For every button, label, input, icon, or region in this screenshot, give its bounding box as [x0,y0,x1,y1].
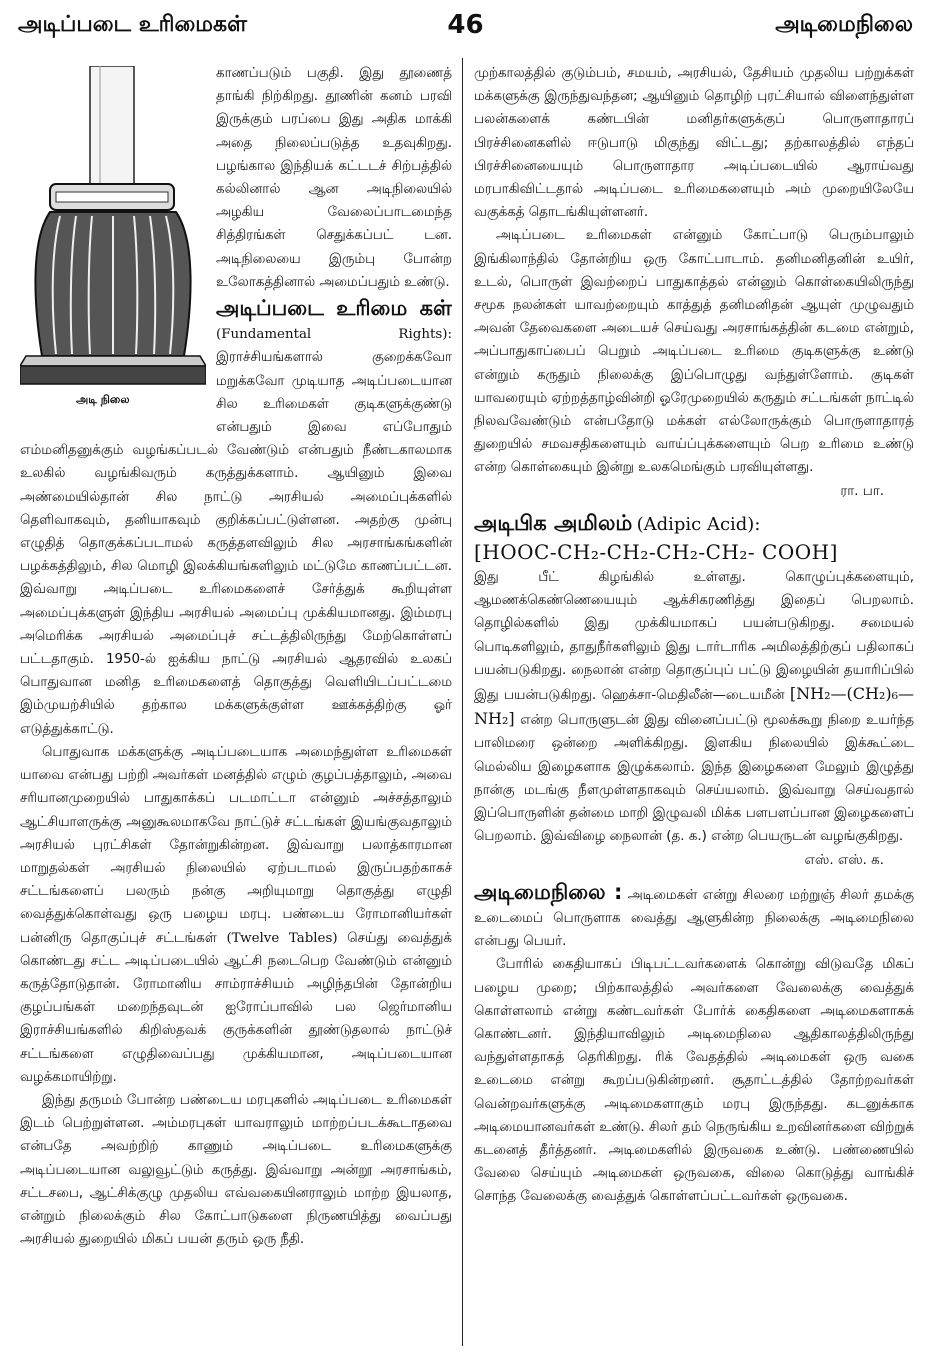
header-right-title: அடிமைநிலை [775,12,913,37]
chemical-formula: [HOOC-CH₂-CH₂-CH₂-CH₂- COOH] [474,540,838,565]
left-column [20,62,452,1346]
column-divider [462,58,463,1346]
chemical-formula-inline: [NH₂—(CH₂)₆—NH₂] [474,684,914,729]
running-header [18,10,913,50]
paragraph-text: செய்து வைத்துக் கொண்டது சட்ட அடிப்படையில் ஆட்சி நடைபெற வேண்டும் என்னும் கருத்தோடுதான். ரோமானிய சாம்ராச்சியம் அழிந்தபின் தோன்றிய குழப்பங்கள் மறைந்தவுடன் ஐரோப்பாவில் பல ஜெர்மானிய இராச்சியங்களில் கிறிஸ்தவக் குருக்களின் தூண்டுதலால் நாட்டுச் சட்டங்களை எழுதிவைப்பது முக்கியமான, அடிப்படையான வழக்கமாயிற்று. [20,930,452,1085]
paragraph-text: அடிமைகள் என்று சிலரை மற்றுஞ் சிலர் தமக்கு உடைமைப் பொருளாக வைத்து ஆளுகின்ற நிலைக்கு அடிமைநிலை என்பது பெயர். [474,887,914,950]
paragraph-text: பொதுவாக மக்களுக்கு அடிப்படையாக அமைந்துள்ள உரிமைகள் யாவை என்பது பற்றி அவர்கள் மனத்தில் எழும் குழப்பத்தாலும், அவை சரியானமுறையில் பாதுகாக்கப் படமாட்டா என்னும் அச்சத்தாலும் ஆட்சியாளருக்கு அனுகூலமாகவே நாட்டுச் சட்டங்கள் இயங்குவதாலும் அரசியல் புரட்சிகள் தோன்றுகின்றன. இவ்வாறு பலாத்காரமான மாறுதல்கள் அரசியல் நிலையில் ஏற்படாமல் இருப்பதற்காகச் சட்டங்களைப் பலரும் நன்கு அறியுமாறு தொகுத்து எழுதி வைத்துக்கொள்வது ஒரு பழைய மரபு. பண்டைய ரோமானியர்கள் பன்னிரு தொகுப்புச் சட்டங்கள் [20,744,452,946]
paragraph-body: இராச்சியங்களால் குறைக்கவோ மறுக்கவோ முடியாத அடிப்படையான சில உரிமைகள் குடிகளுக்குண்டு என்பதும் இவை எப்போதும் எம்மனிதனுக்கும் வழங்கப்படல் வேண்டும் என்பதும் நீண்டகாலமாக உலகில் வழங்கிவரும் கருத்துக்களாம். ஆயினும் இவை அண்மையில்தான் சில நாட்டு அரசியல் அமைப்புக்களில் தெளிவாகவும், தனியாகவும் குறிக்கப்பட்டுள்ளன. அதற்கு முன்பு எழுதித் தொகுக்கப்படாமல் கருத்தளவிலும் சில அரசாங்கங்களின் பழக்கத்திலும், சில மொழி இலக்கியங்களிலும் மட்டுமே காணப்பட்டன. இவ்வாறு அடிப்படை உரிமைகளைச் சேர்த்துக் கூறியுள்ள அமைப்புக்களுள் இந்திய அரசியல் அமைப்பு முக்கியமானது. இம்மரபு அமெரிக்க அரசியல் அமைப்புச் சட்டத்திலிருந்து மேற்கொள்ளப் பட்டதாகும். 1950-ல் ஐக்கிய நாட்டு அரசியல் ஆதரவில் உலகப் பொதுவான மனித உரிமைகளைத் தொகுத்து வெளியிடப்பட்டமை இம்முயற்சியில் தற்கால மக்களுக்குள்ள ஊக்கத்திற்கு ஓர் எடுத்துக்காட்டு. [20,350,452,737]
paragraph-body: போரில் கைதியாகப் பிடிபட்டவர்களைக் கொன்று விடுவதே மிகப் பழைய முறை; பிற்காலத்தில் அவர்களை வேலைக்கு வைத்துக் கொள்ளலாம் என்று கண்டவர்கள் போர்க் கைதிகளை அடிமைகளாகக் கொண்டனர். இந்தியாவிலும் அடிமைநிலை ஆதிகாலத்திலிருந்து வந்துள்ளதாகத் தெரிகிறது. ரிக் வேதத்தில் அடிமைகள் ஒரு வகை உடைமை என்று கூறப்படுகின்றனர். சூதாட்டத்தில் தோற்றவர்கள் வென்றவர்களுக்கு அடிமைகளாகும் மரபு இருந்தது. கடனுக்காக அடிமையானவர்கள் உண்டு. சிலர் தம் நெருங்கிய உறவினர்களை விற்றுக் கடனைத் தீர்த்தனர். அடிமைகளில் இருவகை உண்டு. பண்ணையில் வேலை செய்யும் அடிமைகள் ஒருவகை, விலை கொடுத்து வாங்கிச் சொந்த வேலைக்கு வைத்துக் கொள்ளப்பட்டவர்கள் ஒருவகை. [474,957,914,1205]
paragraph-intro: காணப்படும் பகுதி. இது தூணைத் தாங்கி நிற்கிறது. தூணின் கனம் பரவி இருக்கும் பரப்பை இது அதிக மாக்கி அதை நிலைப்படுத்த உதவுகிறது. பழங்கால இந்தியக் கட்டடச் சிற்பத்தில் கல்லினால் ஆன அடிநிலையில் அழகிய வேலைப்பாடமைந்த சித்திரங்கள் செதுக்கப்பட் டன. அடிநிலையை இரும்பு போன்ற உலோகத்தினால் அமைப்பதும் உண்டு. [216,66,452,290]
paragraph-text: என்ற பொருளுடன் இது வினைப்பட்டு மூலக்கூறு நிறை உயர்ந்த பாலிமரை ஒன்றை அளிக்கிறது. இளகிய நிலையில் இக்கூட்டை மெல்லிய இழைகளாக இழுக்கலாம். இந்த இழைகளை மேலும் இழுத்து நான்கு மடங்கு நீளமுள்ளதாகவும் செய்யலாம். இவ்வாறு செய்வதால் இப்பொருளின் தன்மை மாறி இழுவலி மிக்க பளபளப்பான இழைகளைப் பெறலாம். இவ்விழை நைலான் (த. க.) என்ற பெயருடன் வழங்குகிறது. [474,713,914,845]
entry-slavery [474,878,914,1209]
entry-adipic-acid [474,509,914,872]
page-number: 46 [447,10,484,40]
author-initials: ரா. பா. [840,483,884,499]
author-initials: எஸ். எஸ். க. [804,852,884,868]
latin-term: (Twelve Tables) [226,930,338,946]
entry-heading-latin: (Adipic Acid): [636,513,761,535]
paragraph-body: இந்து தருமம் போன்ற பண்டைய மரபுகளில் அடிப்படை உரிமைகள் இடம் பெற்றுள்ளன. அம்மரபுகள் யாவராலும் மாற்றப்படக்கூடாதவை என்பதே அவற்றிற் காணும் அடிப்படை உரிமைகளுக்கு அடிப்படையான வலுவூட்டும் கருத்து. இவ்வாறு அன்றூ அரசாங்கம், சட்டசபை, ஆட்சிக்குழு முதலிய எவ்வகையினராலும் மாற்ற இயலாத, என்றும் நிலைக்கும் சில கோட்பாடுகளை நிருணயித்து வைப்பது அரசியல் துறையில் மிகப் பயன் தரும் ஒரு நீதி. [20,1092,452,1248]
paragraph-text: இது பீட் கிழங்கில் உள்ளது. கொழுப்புக்களையும், ஆமணக்கெண்ணெயையும் ஆக்சிகரணித்து இதைப் பெறலாம். தொழில்களில் இது முக்கியமாகப் பயன்படுகிறது. சமையல் பொடிகளிலும், தாதுநீர்களிலும் இது டார்டாரிக அமிலத்திற்குப் பதிலாகப் பயன்படுகிறது. நைலான் என்ற தொகுப்புப் பட்டு இழையின் தயாரிப்பில் இது பயன்படுகிறது. ஹெக்சா-மெதிலீன்—டையமீன் [474,570,914,704]
column-base-illustration [20,66,206,414]
header-left-title: அடிப்படை உரிமைகள் [18,12,247,37]
right-column [474,62,914,1346]
paragraph-body [20,741,452,1089]
entry-heading: அடிமைநிலை : [474,879,623,904]
column-base-drawing [20,66,206,386]
entry-heading: அடிப்படை உரிமை கள் [216,296,452,321]
paragraph-body: அடிப்படை உரிமைகள் என்னும் கோட்பாடு பெரும்பாலும் இங்கிலாந்தில் தோன்றிய ஒரு கோட்பாடாம். தனிமனிதனின் உயிர், உடல், பொருள் இவற்றைப் பாதுகாத்தல் என்னும் கொள்கையிலிருந்து சமூக நலன்கள் யாவற்றையும் காத்துத் தனிமனிதன் ஆயுள் முழுவதும் அவன் தேவைகளை அடையச் செய்வது அரசாங்கத்தின் கடமை என்றும், அப்பாதுகாப்பைப் பெறும் அடிப்படை உரிமை குடிகளுக்கு உண்டு என்றும் கருதும் நிலைக்கு இப்பொழுது வந்துள்ளோம். குடிகள் யாவரையும் ஏற்றத்தாழ்வின்றி ஓரேமுறையில் கருதும் சட்டங்கள் நாட்டில் நிலவவேண்டும் என்பதோடு மக்கள் எல்லோருக்கும் பொருளாதாரத் துறையில் சமவசதிகளையும் வாய்ப்புக்களையும் பெற உரிமை உண்டு என்ற கொள்கையும் இன்று உலகமெங்கும் பரவியுள்ளது. [474,228,914,476]
entry-heading: அடிபிக அமிலம் [474,510,633,535]
paragraph-body: முற்காலத்தில் குடும்பம், சமயம், அரசியல், தேசியம் முதலிய பற்றுக்கள் மக்களுக்கு இருந்துவந்தன; ஆயினும் தொழிற் புரட்சியால் விளைந்துள்ள பலன்களைக் கண்டபின் மனிதர்களுக்குப் பொருளாதாரப் பிரச்சினைகளில் ஈடுபாடு மிகுந்து விட்டது; தற்காலத்தில் எந்தப் பிரச்சினையையும் பொருளாதார அடிப்படையில் ஆராய்வது மரபாகிவிட்டதால் அடிப்படை உரிமைகளையும் அம் முறையிலேயே வகுக்கத் தொடங்கியுள்ளனர். [474,66,914,221]
entry-heading-latin: (Fundamental Rights): [216,327,452,343]
figure-caption: அடி நிலை [76,393,130,406]
